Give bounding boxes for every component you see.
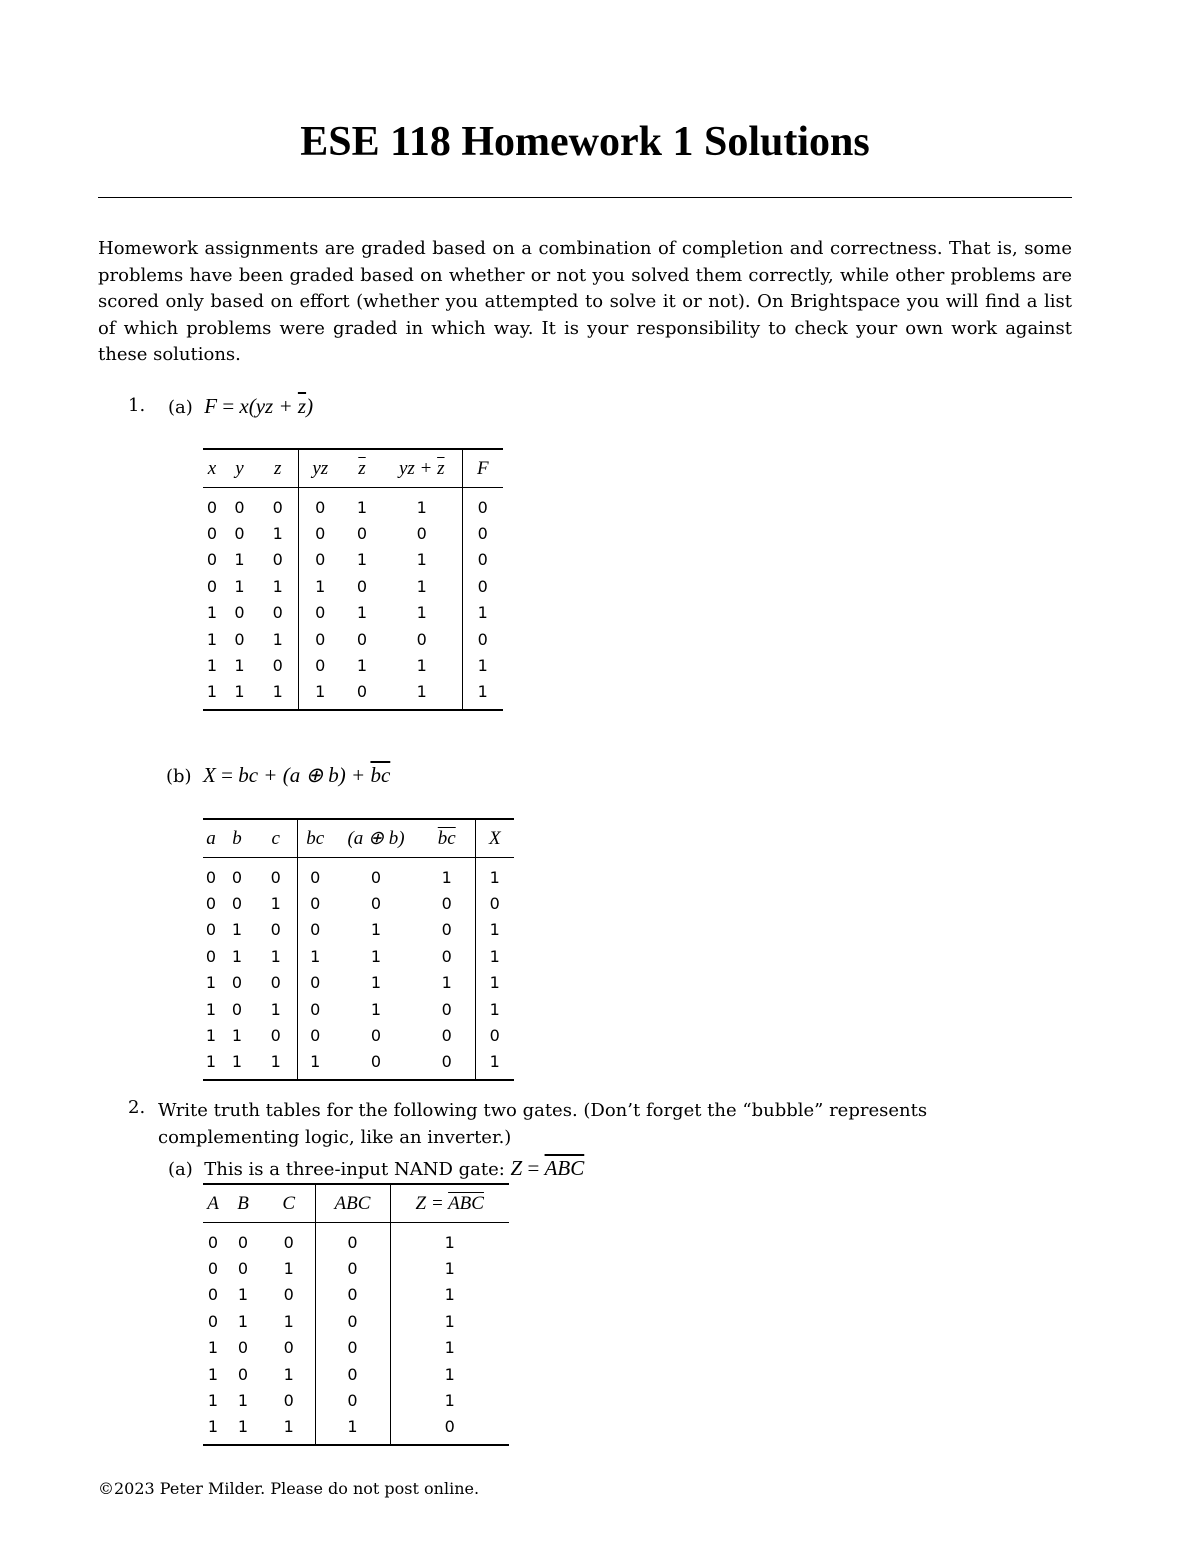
table-row [203,652,503,678]
col-header-yz: yz [298,449,342,488]
problem-2-number: 2. [128,1097,146,1118]
table-cell: 1 [234,656,245,676]
table-cell: 0 [234,629,245,649]
table-cell: 1 [206,682,218,702]
table-cell: 1 [475,858,514,891]
document-title: ESE 118 Homework 1 Solutions [300,119,870,165]
table-row [203,890,514,916]
table-cell: 1 [356,550,368,570]
col-header-X: X [475,819,514,858]
table-cell: 1 [283,1311,294,1331]
table-cell: 1 [370,999,382,1019]
table-cell: 0 [475,1022,514,1048]
table-cell: 0 [205,920,217,940]
table-cell: 1 [416,682,427,702]
table-row [203,1223,509,1256]
title-rule [98,197,1072,198]
col-header-z: z [258,449,298,488]
table-cell: 0 [297,970,333,996]
truth-table-2a [203,1183,509,1446]
table-cell: 0 [272,603,283,623]
table-cell: 1 [205,1052,217,1072]
table-cell: 0 [231,999,243,1019]
problem-2-text: Write truth tables for the following two gates. (Don’t forget the “bubble” represents complementing logic, like an inverter.) [158,1100,928,1148]
table-cell: 0 [298,547,342,573]
table-cell: 1 [234,550,245,570]
table-cell: 1 [441,867,452,887]
table-cell: 0 [315,1335,390,1361]
table-cell: 1 [462,652,503,678]
table-cell: 1 [283,1259,294,1279]
table-cell: 0 [206,550,218,570]
table-cell: 1 [205,1026,217,1046]
table-cell: 0 [283,1285,294,1305]
table-cell: 0 [272,550,283,570]
table-cell: 0 [237,1259,249,1279]
eq-1a-rhs-suffix: ) [306,394,314,418]
intro-paragraph: Homework assignments are graded based on a combination of completion and correctness. That is, some problems have been graded based on whether or not you solved them correctly, while other problems are scored only based on effort (whether you attempted to solve it or not). On Brightspace you will find a list of which problems were graded in which way. It is your responsibility to check your own work against these solutions. [98,238,1072,365]
table-cell: 0 [356,576,368,596]
table-row [203,1361,509,1387]
table-cell: 1 [370,973,382,993]
truth-table-1b [203,818,514,1081]
header-yz-plus-text: yz + [398,457,438,479]
table-row [203,573,503,599]
eq-2a-rhs-bar: $\overline{ABC}$ [544,1156,585,1180]
table-cell: 1 [298,679,342,710]
problem-2a-label: (a) [168,1159,193,1180]
table-cell: 1 [416,550,427,570]
table-row [203,1022,514,1048]
table-cell: 0 [237,1232,249,1252]
col-header-z-bar [342,449,382,488]
table-cell: 1 [237,1391,249,1411]
table-cell: 1 [270,999,281,1019]
table-cell: 0 [462,573,503,599]
table-cell: 1 [462,679,503,710]
table-cell: 0 [315,1361,390,1387]
table-cell: 0 [270,920,281,940]
table-cell: 0 [270,1026,281,1046]
table-cell: 0 [298,652,342,678]
footer-copyright: ©2023 Peter Milder. Please do not post online. [98,1479,480,1498]
table-cell: 1 [416,576,427,596]
col-header-y: y [221,449,258,488]
table-cell: 0 [237,1364,249,1384]
table-cell: 1 [298,573,342,599]
table-cell: 1 [475,1049,514,1080]
table-cell: 0 [356,524,368,544]
table-row [203,600,503,626]
problem-2a-heading [168,1156,584,1181]
table-cell: 0 [234,603,245,623]
table-cell: 1 [356,656,368,676]
table-cell: 0 [231,867,243,887]
table-cell: 1 [356,497,368,517]
table-row [203,996,514,1022]
table-row [203,488,503,521]
problem-2a-equation: $Z = \overline{ABC}$ [510,1156,585,1180]
table-row [203,1387,509,1413]
problem-2a-text: This is a three-input NAND gate: [204,1159,511,1180]
header-zbar-text: $\overline{z}$ [437,457,445,479]
table-cell: 1 [283,1364,294,1384]
table-cell: 0 [297,890,333,916]
col-header-c: c [255,819,297,858]
table-cell: 1 [390,1255,509,1281]
table-row [203,1308,509,1334]
table-cell: 0 [298,626,342,652]
table-cell: 0 [207,1259,219,1279]
truth-table-1a [203,448,503,711]
col-header-b: b [219,819,255,858]
table-cell: 0 [462,547,503,573]
table-cell: 1 [234,576,245,596]
table-cell: 1 [237,1417,249,1437]
table-cell: 1 [475,917,514,943]
table-row [203,1414,509,1445]
table-cell: 1 [272,524,283,544]
problem-1b-heading [166,763,390,788]
table-row [203,547,503,573]
table-cell: 0 [356,682,368,702]
header-abc-bar-text: $\overline{ABC}$ [448,1192,484,1214]
eq-1a-lhs: F [204,394,218,418]
table-cell: 0 [283,1391,294,1411]
table-cell: 0 [207,1311,219,1331]
table-cell: 0 [272,656,283,676]
table-cell: 0 [207,1285,219,1305]
table-cell: 1 [370,920,382,940]
table-cell: 0 [206,576,218,596]
table-cell: 0 [205,946,217,966]
table-cell: 0 [270,867,281,887]
table-row [203,917,514,943]
table-cell: 0 [234,497,245,517]
eq-1b-lhs: X [203,763,216,787]
table-1a-body [203,488,503,711]
table-cell: 1 [390,1308,509,1334]
table-cell: 1 [297,943,333,969]
table-cell: 0 [462,626,503,652]
table-cell: 0 [441,1052,452,1072]
eq-1b-rhs-bar: $\overline{bc}$ [370,763,391,787]
eq-2a-lhs: Z [510,1156,523,1180]
table-cell: 0 [370,894,382,914]
header-bc-bar-text: $\overline{bc}$ [437,827,456,849]
header-z-bar-text: $\overline{z}$ [358,457,366,479]
table-cell: 1 [206,603,218,623]
table-cell: 1 [234,682,245,702]
table-cell: 1 [356,603,368,623]
table-cell: 0 [270,973,281,993]
table-cell: 0 [234,524,245,544]
table-cell: 1 [272,576,283,596]
table-cell: 1 [206,656,218,676]
table-cell: 0 [441,1026,452,1046]
table-cell: 0 [298,520,342,546]
table-cell: 0 [283,1232,294,1252]
table-cell: 1 [441,973,452,993]
table-cell: 1 [207,1391,219,1411]
table-cell: 1 [390,1361,509,1387]
table-cell: 1 [475,970,514,996]
table-row [203,679,503,710]
table-cell: 1 [370,946,382,966]
table-1b-body [203,858,514,1081]
table-cell: 0 [231,894,243,914]
problem-1b-label: (b) [166,766,192,787]
table-cell: 1 [390,1282,509,1308]
table-cell: 1 [231,1052,243,1072]
table-cell: 1 [207,1338,219,1358]
table-cell: 0 [205,867,217,887]
table-cell: 0 [206,497,218,517]
table-cell: 0 [231,973,243,993]
table-cell: 1 [270,894,281,914]
table-cell: 1 [390,1387,509,1413]
table-cell: 0 [441,946,452,966]
table-cell: 0 [441,920,452,940]
table-row [203,626,503,652]
col-header-F: F [462,449,503,488]
table-cell: 0 [237,1338,249,1358]
table-cell: 0 [416,524,427,544]
table-cell: 0 [370,867,382,887]
table-cell: 1 [416,656,427,676]
table-cell: 1 [231,920,243,940]
table-cell: 0 [390,1414,509,1445]
col-header-A: A [203,1184,223,1223]
col-header-bc: bc [297,819,333,858]
table-row [203,970,514,996]
col-header-x: x [203,449,221,488]
table-cell: 1 [206,629,218,649]
table-cell: 1 [272,629,283,649]
table-cell: 0 [315,1223,390,1256]
table-cell: 1 [237,1311,249,1331]
col-header-ABC: ABC [315,1184,390,1223]
table-cell: 0 [315,1282,390,1308]
col-header-bc-bar [419,819,475,858]
problem-1a-heading [168,394,313,419]
table-row [203,1255,509,1281]
col-header-Z [390,1184,509,1223]
table-cell: 0 [441,894,452,914]
problem-1a-label: (a) [168,397,193,418]
table-cell: 0 [356,629,368,649]
table-row [203,520,503,546]
table-cell: 1 [390,1335,509,1361]
table-cell: 1 [207,1364,219,1384]
col-header-B: B [223,1184,263,1223]
table-row [203,1282,509,1308]
problem-1-number: 1. [128,395,146,416]
table-cell: 0 [297,858,333,891]
col-header-yz-plus-zbar [382,449,462,488]
table-cell: 1 [462,600,503,626]
table-cell: 1 [270,1052,281,1072]
table-cell: 1 [475,943,514,969]
table-cell: 0 [207,1232,219,1252]
table-cell: 1 [237,1285,249,1305]
col-header-a: a [203,819,219,858]
table-cell: 1 [297,1049,333,1080]
table-cell: 1 [283,1417,294,1437]
table-cell: 1 [207,1417,219,1437]
table-cell: 0 [205,894,217,914]
table-cell: 1 [416,497,427,517]
eq-1a-rhs-prefix: x(yz + [239,394,298,418]
eq-1b-rhs-prefix: bc + (a ⊕ b) + [238,763,371,787]
table-cell: 1 [475,996,514,1022]
problem-1b-equation: X = bc + (a ⊕ $b) + \overline{bc}$ [203,763,391,787]
col-header-a-xor-b: (a ⊕ b) [333,819,419,858]
table-cell: 0 [370,1052,382,1072]
table-cell: 0 [315,1387,390,1413]
table-cell: 0 [283,1338,294,1358]
table-cell: 1 [205,973,217,993]
header-z-eq-text: Z = [415,1192,449,1214]
table-row [203,1335,509,1361]
table-cell: 1 [272,682,283,702]
table-cell: 0 [315,1308,390,1334]
table-cell: 1 [315,1414,390,1445]
table-row [203,943,514,969]
table-row [203,858,514,891]
table-cell: 1 [205,999,217,1019]
col-header-C: C [263,1184,315,1223]
eq-1a-rhs-bar: $\overline{z}$ [297,394,307,418]
table-cell: 0 [297,996,333,1022]
table-cell: 0 [297,917,333,943]
table-cell: 0 [297,1022,333,1048]
table-cell: 0 [315,1255,390,1281]
problem-1a-equation: $F = x(yz + \overline{z})$ [204,394,314,418]
table-cell: 1 [231,946,243,966]
table-cell: 0 [416,629,427,649]
table-2a-body [203,1223,509,1446]
table-row [203,1049,514,1080]
table-cell: 0 [272,497,283,517]
table-cell: 0 [298,488,342,521]
table-cell: 0 [475,890,514,916]
table-cell: 1 [231,1026,243,1046]
table-cell: 0 [298,600,342,626]
table-cell: 0 [441,999,452,1019]
table-cell: 1 [416,603,427,623]
table-cell: 1 [390,1223,509,1256]
table-cell: 0 [206,524,218,544]
table-cell: 1 [270,946,281,966]
table-cell: 0 [370,1026,382,1046]
table-cell: 0 [462,488,503,521]
table-cell: 0 [462,520,503,546]
